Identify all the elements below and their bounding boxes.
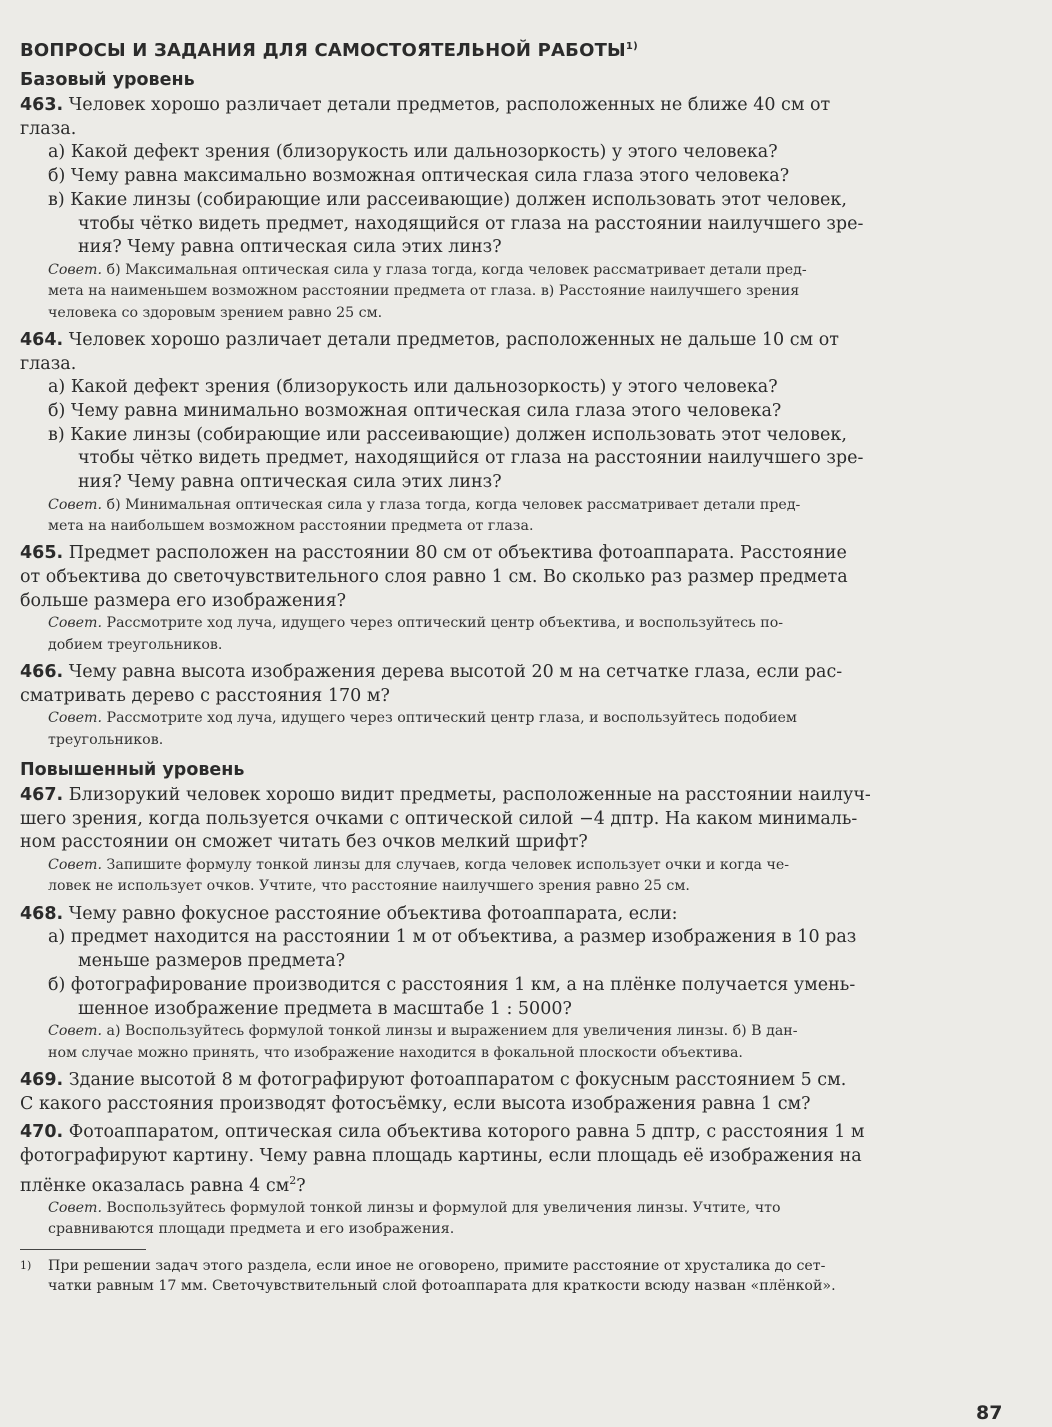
subquestion-b: б) Чему равна максимально возможная оптическая сила глаза этого человека?	[48, 166, 790, 187]
subquestion-c: чтобы чётко видеть предмет, находящийся от глаза на расстоянии наилучшего зре-	[78, 448, 864, 469]
page-number: 87	[976, 1402, 1003, 1424]
task-number: 468.	[20, 903, 64, 924]
footnote-mark: 1)	[20, 1258, 32, 1272]
hint-label: Совет.	[48, 857, 103, 874]
footnote-divider	[20, 1249, 146, 1250]
task-text: Человек хорошо различает детали предметов, расположенных не дальше 10 см от	[68, 329, 839, 350]
subquestion-c: ния? Чему равна оптическая сила этих линз?	[78, 472, 502, 493]
task-468	[20, 903, 1004, 1064]
hint-text: мета на наименьшем возможном расстоянии предмета от глаза. в) Расстояние наилучшего зрения	[48, 283, 800, 300]
hint	[20, 1021, 1004, 1042]
task-text: Чему равно фокусное расстояние объектива фотоаппарата, если:	[68, 903, 678, 924]
subquestion-c: чтобы чётко видеть предмет, находящийся от глаза на расстоянии наилучшего зре-	[78, 213, 864, 234]
subquestion-a: меньше размеров предмета?	[78, 951, 346, 972]
hint-text: б) Минимальная оптическая сила у глаза тогда, когда человек рассматривает детали пред-	[106, 496, 801, 513]
hint	[20, 1198, 1004, 1219]
task-text: фотографируют картину. Чему равна площадь картины, если площадь её изображения на	[20, 1145, 862, 1166]
task-number: 469.	[20, 1069, 64, 1090]
task-text: ном расстоянии он сможет читать без очков мелкий шрифт?	[20, 832, 588, 853]
footnote-text: чатки равным 17 мм. Светочувствительный слой фотоаппарата для краткости всюду назван «плёнкой».	[48, 1278, 836, 1295]
footnote-marker: 1)	[625, 41, 638, 52]
subquestion-b: б) фотографирование производится с расстояния 1 км, а на плёнке получается умень-	[48, 974, 856, 995]
hint-text: ном случае можно принять, что изображение находится в фокальной плоскости объектива.	[48, 1044, 743, 1061]
subquestion-b: шенное изображение предмета в масштабе 1 : 5000?	[78, 998, 572, 1019]
hint-label: Совет.	[48, 261, 103, 278]
hint	[20, 260, 1004, 281]
task-text: от объектива до светочувствительного слоя равно 1 см. Во сколько раз размер предмета	[20, 567, 848, 588]
task-text: Человек хорошо различает детали предметов, расположенных не ближе 40 см от	[68, 95, 831, 115]
level-heading-basic: Базовый уровень	[20, 70, 195, 90]
hint	[20, 855, 1004, 876]
subquestion-c: ния? Чему равна оптическая сила этих линз?	[78, 237, 502, 258]
task-number: 465.	[20, 543, 64, 564]
superscript: 2	[289, 1173, 297, 1187]
task-text: Близорукий человек хорошо видит предметы, расположенные на расстоянии наилуч-	[68, 785, 871, 806]
footnote-text: При решении задач этого раздела, если иное не оговорено, примите расстояние от хрусталика до сет-	[48, 1257, 826, 1274]
task-text: глаза.	[20, 118, 77, 139]
hint	[20, 613, 1004, 634]
task-text: Здание высотой 8 м фотографируют фотоаппаратом с фокусным расстоянием 5 см.	[68, 1069, 847, 1090]
hint-text: б) Максимальная оптическая сила у глаза тогда, когда человек рассматривает детали пред-	[106, 261, 807, 278]
hint-text: мета на наибольшем возможном расстоянии предмета от глаза.	[48, 518, 534, 535]
hint-label: Совет.	[48, 710, 103, 727]
section-title-text: ВОПРОСЫ И ЗАДАНИЯ ДЛЯ САМОСТОЯТЕЛЬНОЙ РАБОТЫ	[20, 40, 626, 61]
task-text: Фотоаппаратом, оптическая сила объектива которого равна 5 дптр, с расстояния 1 м	[68, 1122, 865, 1143]
level-heading-advanced: Повышенный уровень	[20, 760, 245, 781]
subquestion-c: в) Какие линзы (собирающие или рассеивающие) должен использовать этот человек,	[48, 189, 847, 210]
task-text: С какого расстояния производят фотосъёмку, если высота изображения равна 1 см?	[20, 1093, 811, 1114]
hint-text: ловек не использует очков. Учтите, что расстояние наилучшего зрения равно 25 см.	[48, 878, 690, 895]
task-text: глаза.	[20, 353, 77, 374]
task-text: Чему равна высота изображения дерева высотой 20 м на сетчатке глаза, если рас-	[68, 662, 843, 683]
textbook-page	[20, 32, 1004, 1297]
hint-label: Совет.	[48, 615, 103, 632]
task-464	[20, 329, 1004, 538]
task-number: 466.	[20, 662, 64, 683]
task-text-part: плёнке оказалась равна 4 см	[20, 1175, 290, 1196]
hint-label: Совет.	[48, 1023, 103, 1040]
hint-text: Рассмотрите ход луча, идущего через оптический центр глаза, и воспользуйтесь подобием	[106, 710, 797, 727]
task-469	[20, 1069, 1004, 1116]
subquestion-b: б) Чему равна минимально возможная оптическая сила глаза этого человека?	[48, 400, 782, 421]
task-number: 467.	[20, 785, 64, 806]
task-text: больше размера его изображения?	[20, 590, 346, 611]
task-number: 463.	[20, 95, 64, 115]
subquestion-a: а) Какой дефект зрения (близорукость или дальнозоркость) у этого человека?	[48, 142, 778, 163]
hint	[20, 495, 1004, 516]
task-470	[20, 1121, 1004, 1241]
hint-text: сравниваются площади предмета и его изображения.	[48, 1221, 455, 1238]
hint	[20, 708, 1004, 729]
task-number: 464.	[20, 329, 64, 350]
hint-text: а) Воспользуйтесь формулой тонкой линзы и выражением для увеличения линзы. б) В дан-	[106, 1023, 798, 1040]
task-463	[20, 94, 1004, 324]
footnote	[20, 1256, 1004, 1277]
subquestion-a: а) Какой дефект зрения (близорукость или дальнозоркость) у этого человека?	[48, 377, 778, 398]
hint-text: человека со здоровым зрением равно 25 см.	[48, 304, 383, 321]
hint-text: Запишите формулу тонкой линзы для случаев, когда человек использует очки и когда че-	[106, 857, 790, 874]
section-title	[20, 32, 1004, 66]
subquestion-c: в) Какие линзы (собирающие или рассеивающие) должен использовать этот человек,	[48, 424, 847, 445]
task-text-part: ?	[296, 1175, 306, 1196]
subquestion-a: а) предмет находится на расстоянии 1 м от объектива, а размер изображения в 10 раз	[48, 927, 857, 948]
task-text	[20, 1169, 1004, 1199]
task-number: 470.	[20, 1122, 64, 1143]
hint-text: треугольников.	[48, 731, 164, 748]
task-467	[20, 784, 1004, 898]
task-465	[20, 542, 1004, 656]
task-466	[20, 661, 1004, 751]
task-text: шего зрения, когда пользуется очками с оптической силой −4 дптр. На каком минималь-	[20, 808, 858, 829]
task-text: Предмет расположен на расстоянии 80 см от объектива фотоаппарата. Расстояние	[68, 543, 847, 564]
hint-label: Совет.	[48, 1200, 103, 1217]
hint-label: Совет.	[48, 496, 103, 513]
hint-text: добием треугольников.	[48, 636, 223, 653]
hint-text: Воспользуйтесь формулой тонкой линзы и формулой для увеличения линзы. Учтите, что	[106, 1200, 781, 1217]
hint-text: Рассмотрите ход луча, идущего через оптический центр объектива, и воспользуйтесь по-	[106, 615, 784, 632]
task-text: сматривать дерево с расстояния 170 м?	[20, 685, 390, 706]
